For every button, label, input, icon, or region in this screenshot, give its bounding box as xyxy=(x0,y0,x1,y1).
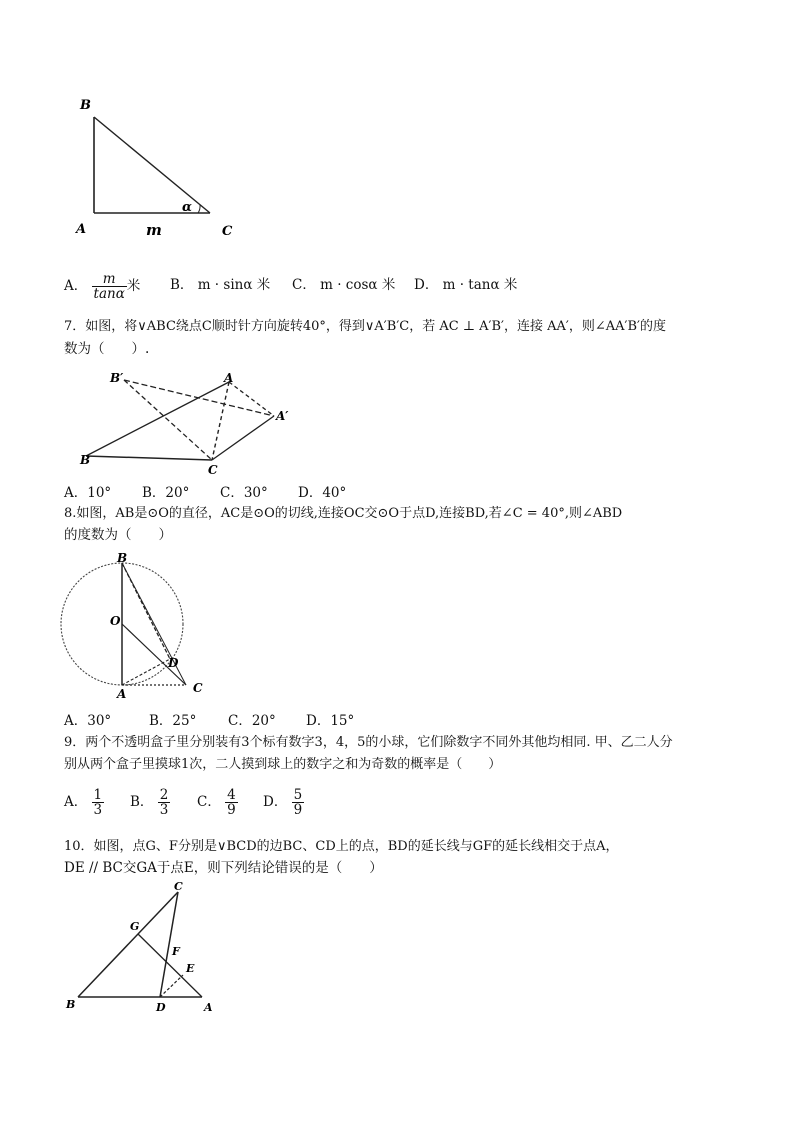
label-b: B xyxy=(117,552,128,565)
fraction-numerator: 4 xyxy=(227,787,236,803)
q7-option-c: C．30° xyxy=(220,485,268,501)
label-c: C xyxy=(193,681,203,695)
q6-option-d: D． m · tanα 米 xyxy=(414,277,518,293)
segment-bc xyxy=(94,117,210,213)
segment-ad xyxy=(122,659,170,685)
q8-question-line1: 8.如图，AB是⊙O的直径，AC是⊙O的切线,连接OC交⊙O于点D,连接BD,若∠C = 40°,则∠ABD xyxy=(64,506,623,521)
figure-q8-circle xyxy=(60,552,220,702)
fraction-denominator: 3 xyxy=(159,802,169,818)
label-c: C xyxy=(208,463,218,477)
q9-option-c xyxy=(197,788,238,817)
q9-option-b-fraction xyxy=(158,788,171,817)
fraction-denominator: 9 xyxy=(227,802,236,818)
label-e: E xyxy=(186,962,195,975)
label-a: A xyxy=(117,687,127,701)
fraction-numerator: m xyxy=(92,272,127,287)
q6-option-a-letter: A． xyxy=(64,278,88,294)
q9-option-d-fraction xyxy=(292,788,305,817)
q9-question-line1: 9．两个不透明盒子里分别装有3个标有数字3，4，5的小球，它们除数字不同外其他均相同. 甲、乙二人分 xyxy=(64,735,673,750)
label-b1: B′ xyxy=(110,371,124,385)
angle-alpha-arc xyxy=(198,205,200,213)
segment-bc xyxy=(86,456,212,460)
label-d: D xyxy=(168,656,179,670)
segment-a1c xyxy=(212,416,274,460)
segment-ac xyxy=(212,382,229,460)
q9-option-d xyxy=(263,788,304,817)
label-a: A xyxy=(76,222,87,237)
fraction-numerator: 5 xyxy=(293,787,303,803)
label-o: O xyxy=(110,614,121,628)
fraction-denominator: 9 xyxy=(293,802,303,818)
q7-question-line2: 数为（ ）. xyxy=(64,341,150,357)
q8-option-b: B．25° xyxy=(149,713,197,729)
segment-ba xyxy=(86,382,229,456)
fraction-denominator: tanα xyxy=(93,286,125,302)
q6-option-b: B． m · sinα 米 xyxy=(170,277,271,293)
q8-option-c: C．20° xyxy=(228,713,276,729)
q7-option-b: B．20° xyxy=(142,485,190,501)
label-b: B xyxy=(66,998,76,1011)
q6-option-a-unit: 米 xyxy=(126,278,141,294)
q8-question-line2: 的度数为（ ） xyxy=(64,527,172,543)
label-alpha: α xyxy=(182,200,193,215)
segment-b1a1 xyxy=(124,380,274,416)
q9-option-a-fraction xyxy=(92,788,105,817)
label-b: B xyxy=(80,453,91,467)
figure-q7-rotation xyxy=(74,368,304,478)
figure-q6-right-triangle xyxy=(70,95,250,245)
q9-option-b xyxy=(130,788,170,817)
q9-option-c-fraction xyxy=(225,788,238,817)
segment-b1c xyxy=(124,380,212,460)
label-a: A xyxy=(224,371,234,385)
q6-option-c: C． m · cosα 米 xyxy=(292,277,396,293)
q10-question-line1: 10．如图，点G、F分别是∨BCD的边BC、CD上的点，BD的延长线与GF的延长线相交于点A， xyxy=(64,839,619,854)
segment-oc xyxy=(122,624,186,685)
q9-option-b-letter: B． xyxy=(130,794,154,810)
q10-question-line2: DE // BC交GA于点E，则下列结论错误的是（ ） xyxy=(64,860,383,876)
q9-option-a xyxy=(64,788,104,817)
fraction-numerator: 1 xyxy=(93,787,103,803)
label-c: C xyxy=(174,880,183,893)
q6-option-a-fraction xyxy=(92,272,127,301)
q7-option-d: D．40° xyxy=(298,485,347,501)
fraction-numerator: 2 xyxy=(159,787,169,803)
q7-question-line1: 7．如图，将∨ABC绕点C顺时针方向旋转40°，得到∨A′B′C，若 AC ⊥ A′B′，连接 AA′，则∠AA′B′的度 xyxy=(64,319,666,334)
q9-option-d-letter: D． xyxy=(263,794,288,810)
label-a1: A′ xyxy=(276,409,289,423)
q9-option-a-letter: A． xyxy=(64,794,88,810)
fraction-denominator: 3 xyxy=(93,802,103,818)
label-d: D xyxy=(156,1001,166,1014)
q7-option-a: A．10° xyxy=(64,485,112,501)
label-a: A xyxy=(204,1001,213,1014)
label-c: C xyxy=(222,224,233,239)
q9-question-line2: 别从两个盒子里摸球1次，二人摸到球上的数字之和为奇数的概率是（ ） xyxy=(64,757,502,772)
q8-option-a: A．30° xyxy=(64,713,112,729)
q6-option-a xyxy=(64,272,140,301)
label-g: G xyxy=(130,920,140,933)
label-b: B xyxy=(80,98,91,113)
label-f: F xyxy=(172,945,180,958)
q9-option-c-letter: C． xyxy=(197,794,221,810)
label-m: m xyxy=(146,221,162,239)
q8-option-d: D．15° xyxy=(306,713,355,729)
figure-q10-triangle xyxy=(62,880,232,1020)
